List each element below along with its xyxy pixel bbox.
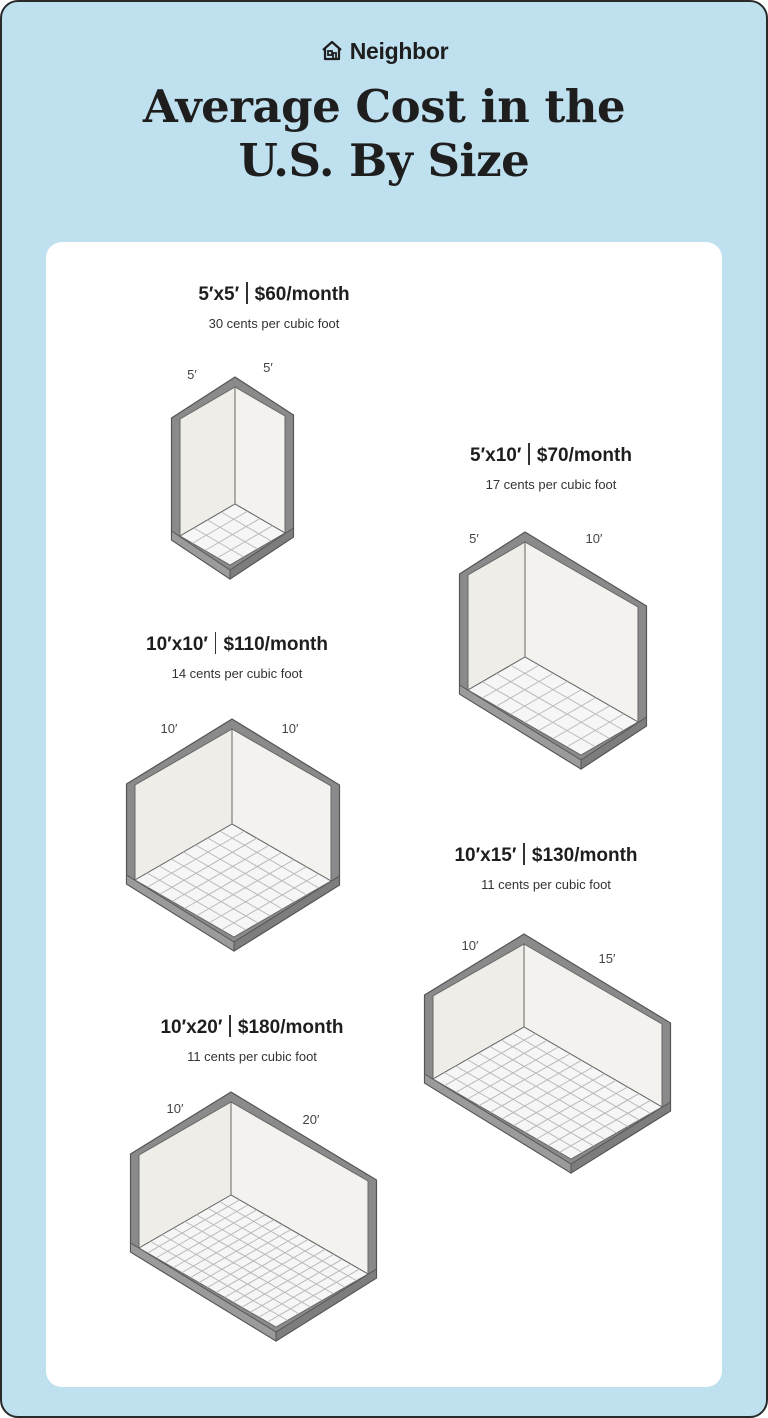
dimension-label-right: 5′ <box>263 360 273 375</box>
unit-note-10x20: 11 cents per cubic foot <box>187 1049 317 1064</box>
dimension-label-right: 15′ <box>598 951 616 966</box>
unit-size: 10′x20′ <box>160 1017 223 1039</box>
storage-unit-drawings <box>2 2 766 1416</box>
unit-note-10x15: 11 cents per cubic foot <box>481 877 611 892</box>
storage-unit-3 <box>127 719 340 951</box>
dimension-label-left: 10′ <box>166 1101 184 1116</box>
title-line-2: U.S. By Size <box>238 134 530 187</box>
title-line-1: Average Cost in the <box>142 80 626 133</box>
dimension-label-left: 10′ <box>160 721 178 736</box>
brand-name: Neighbor <box>349 37 449 64</box>
dimension-label-right: 20′ <box>302 1112 320 1127</box>
dimension-label-left: 10′ <box>461 938 479 953</box>
unit-price: $180/month <box>237 1017 344 1039</box>
unit-price: $70/month <box>536 445 632 467</box>
dimension-label-left: 5′ <box>187 367 197 382</box>
unit-size: 10′x15′ <box>454 845 517 867</box>
unit-note-5x10: 17 cents per cubic foot <box>485 477 617 492</box>
unit-note-10x10: 14 cents per cubic foot <box>171 666 303 681</box>
unit-price: $60/month <box>254 284 350 306</box>
unit-size: 10′x10′ <box>146 634 208 656</box>
unit-price: $130/month <box>531 845 638 867</box>
storage-unit-2 <box>460 531 647 769</box>
dimension-label-right: 10′ <box>585 531 603 546</box>
unit-size: 5′x10′ <box>470 445 522 467</box>
storage-unit-5 <box>131 1092 377 1341</box>
unit-price: $110/month <box>223 634 328 656</box>
unit-note-5x5: 30 cents per cubic foot <box>208 316 340 331</box>
dimension-label-left: 5′ <box>469 531 479 546</box>
dimension-label-right: 10′ <box>281 721 299 736</box>
storage-unit-1 <box>172 360 294 579</box>
unit-size: 5′x5′ <box>198 284 240 306</box>
storage-unit-4 <box>425 934 671 1173</box>
